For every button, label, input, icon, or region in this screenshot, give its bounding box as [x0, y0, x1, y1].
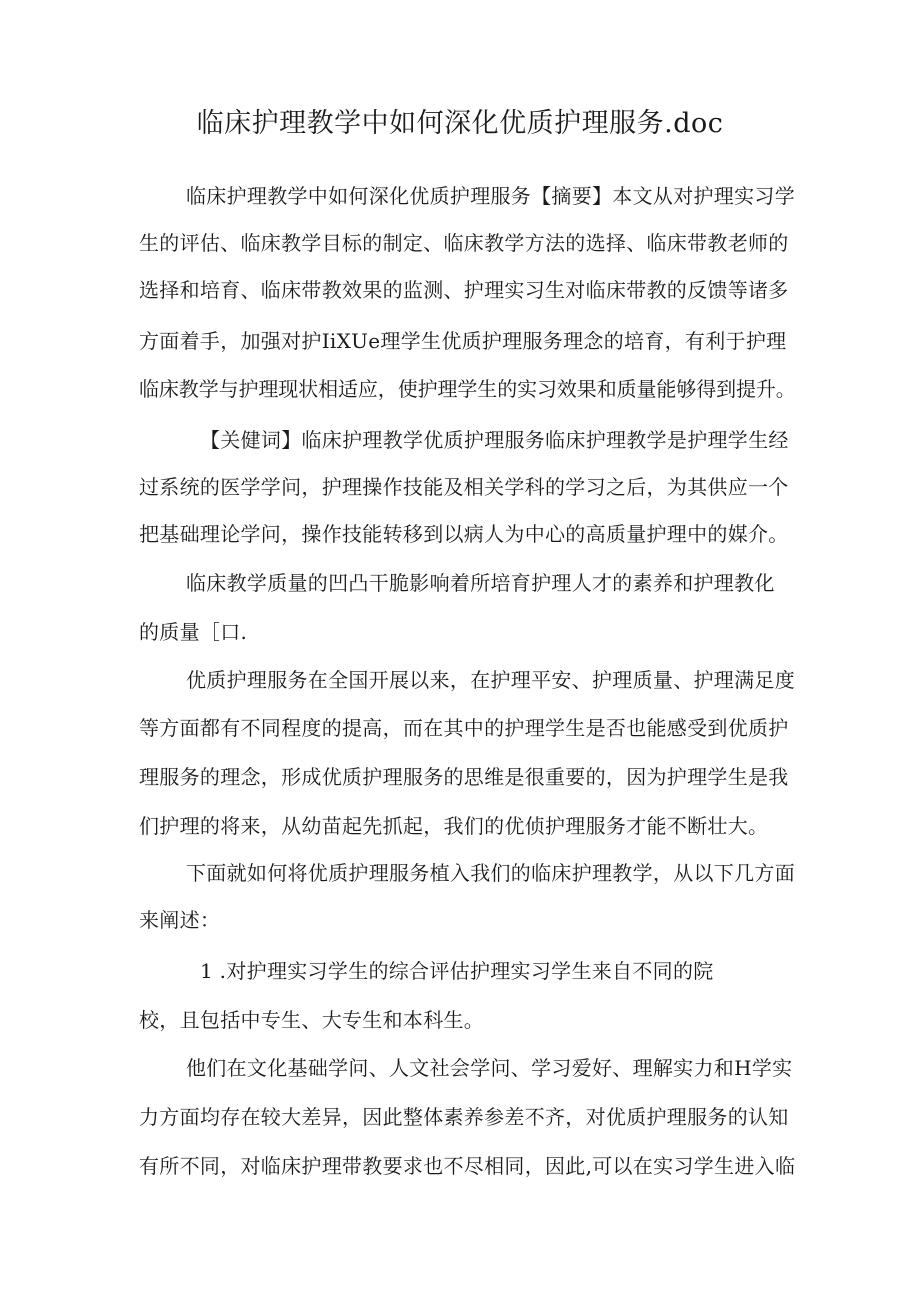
text-line: 有所不同，对临床护理带教要求也不尽相同，因此,可以在实习学生进入临 [139, 1154, 796, 1178]
text-line: 过系统的医学学问，护理操作技能及相关学科的学习之后，为其供应一个 [139, 475, 789, 499]
text-line: 优质护理服务在全国开展以来，在护理平安、护理质量、护理满足度 [186, 668, 795, 692]
text-line: 他们在文化基础学问、人文社会学问、学习爱好、理解实力和H学实 [186, 1056, 793, 1080]
document-title: 临床护理教学中如何深化优质护理服务.doc [196, 108, 724, 139]
text-line: 临床教学质量的凹凸干脆影响着所培育护理人才的素养和护理教化 [186, 571, 775, 595]
text-line: 的质量［口. [139, 620, 248, 644]
text-line: 来阐述： [139, 908, 221, 932]
text-line: 把基础理论学问，操作技能转移到以病人为中心的高质量护理中的媒介。 [139, 522, 789, 546]
text-line: 们护理的将来，从幼苗起先抓起，我们的优侦护理服务才能不断壮大。 [139, 814, 769, 838]
text-line: 临床护理教学中如何深化优质护理服务【摘要】本文从对护理实习学 [186, 184, 795, 208]
text-line: 生的评估、临床教学目标的制定、临床教学方法的选择、临床带教老师的 [139, 231, 789, 255]
text-line: 临床教学与护理现状相适应，使护理学生的实习效果和质量能够得到提升。 [139, 377, 796, 401]
text-line: 等方面都有不同程度的提高，而在其中的护理学生是否也能感受到优质护 [139, 716, 789, 740]
text-line: 【关健词】临床护理教学优质护理服务临床护理教学是护理学生经 [200, 428, 789, 452]
text-line: 理服务的理念，形成优质护理服务的思维是很重要的，因为护理学生是我 [139, 765, 789, 789]
list-item-heading: 1 .对护理实习学生的综合评估护理实习学生来自不同的院 [200, 959, 714, 983]
text-line: 下面就如何将优质护理服务植入我们的临床护理教学，从以下几方面 [186, 861, 795, 885]
text-line: 校，且包括中专生、大专生和本科生。 [139, 1008, 485, 1032]
text-line: 选择和培育、临床带教效果的监测、护理实习生对临床带教的反馈等诸多 [139, 278, 789, 302]
text-line: 力方面均存在较大差异，因此整体素养参差不齐，对优质护理服务的认知 [139, 1105, 789, 1129]
text-line: 方面着手，加强对护IiXUe理学生优质护理服务理念的培育，有利于护理 [139, 329, 787, 353]
